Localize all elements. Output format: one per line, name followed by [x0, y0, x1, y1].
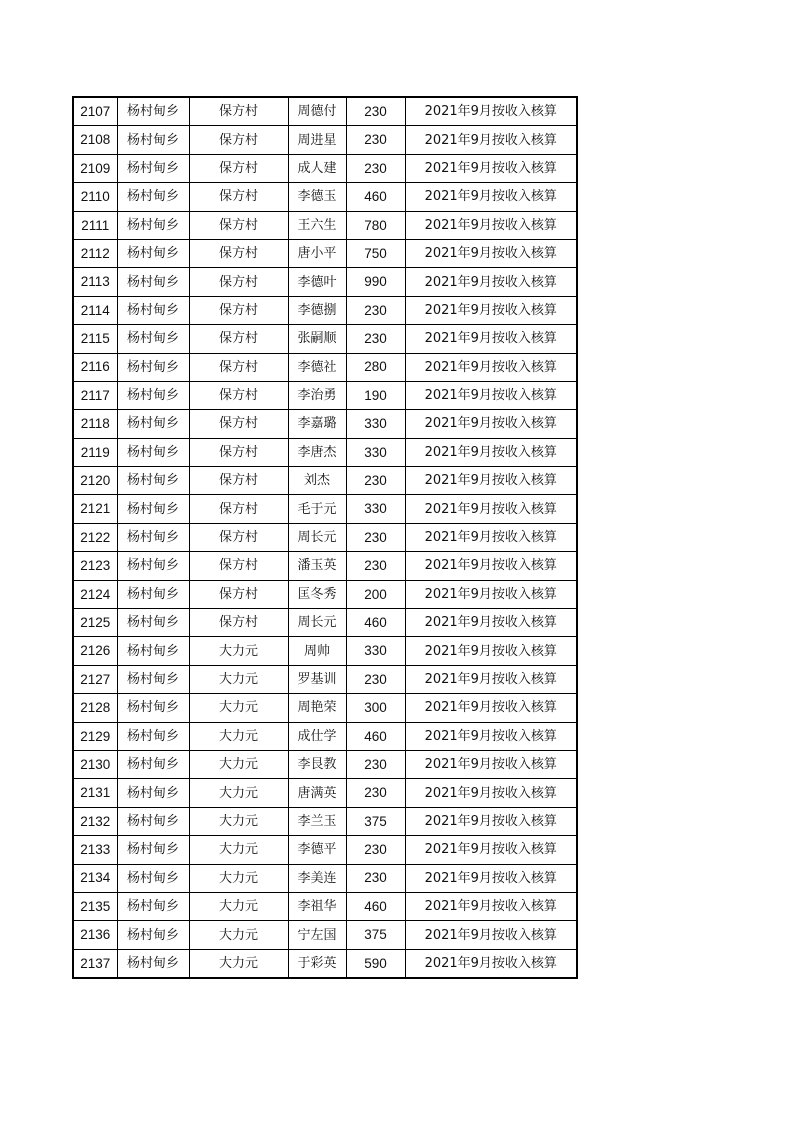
note-cell: 2021年9月按收入核算: [405, 353, 577, 381]
name-cell: 刘杰: [288, 467, 346, 495]
amount-cell: 375: [346, 807, 405, 835]
amount-cell: 230: [346, 154, 405, 182]
note-cell: 2021年9月按收入核算: [405, 665, 577, 693]
name-cell: 李兰玉: [288, 807, 346, 835]
name-cell: 成仕学: [288, 722, 346, 750]
township-cell: 杨村甸乡: [117, 211, 189, 239]
amount-cell: 230: [346, 779, 405, 807]
township-cell: 杨村甸乡: [117, 722, 189, 750]
village-cell: 大力元: [189, 921, 288, 949]
name-cell: 李德捌: [288, 296, 346, 324]
amount-cell: 230: [346, 296, 405, 324]
village-cell: 保方村: [189, 239, 288, 267]
name-cell: 于彩英: [288, 949, 346, 978]
note-cell: 2021年9月按收入核算: [405, 268, 577, 296]
village-cell: 保方村: [189, 325, 288, 353]
row-number-cell: 2113: [73, 268, 117, 296]
village-cell: 大力元: [189, 694, 288, 722]
village-cell: 大力元: [189, 864, 288, 892]
township-cell: 杨村甸乡: [117, 296, 189, 324]
note-cell: 2021年9月按收入核算: [405, 296, 577, 324]
name-cell: 李祖华: [288, 892, 346, 920]
table-row: [73, 665, 577, 693]
village-cell: 保方村: [189, 495, 288, 523]
table-row: [73, 836, 577, 864]
table-row: [73, 211, 577, 239]
name-cell: 李唐杰: [288, 438, 346, 466]
row-number-cell: 2135: [73, 892, 117, 920]
row-number-cell: 2119: [73, 438, 117, 466]
row-number-cell: 2109: [73, 154, 117, 182]
row-number-cell: 2118: [73, 410, 117, 438]
note-cell: 2021年9月按收入核算: [405, 750, 577, 778]
table-row: [73, 864, 577, 892]
amount-cell: 375: [346, 921, 405, 949]
note-cell: 2021年9月按收入核算: [405, 126, 577, 154]
table-row: [73, 722, 577, 750]
township-cell: 杨村甸乡: [117, 325, 189, 353]
note-cell: 2021年9月按收入核算: [405, 183, 577, 211]
row-number-cell: 2134: [73, 864, 117, 892]
table-row: [73, 353, 577, 381]
amount-cell: 200: [346, 580, 405, 608]
township-cell: 杨村甸乡: [117, 921, 189, 949]
village-cell: 保方村: [189, 154, 288, 182]
table-row: [73, 523, 577, 551]
table-body: [73, 97, 577, 978]
data-table: [72, 96, 578, 979]
row-number-cell: 2121: [73, 495, 117, 523]
note-cell: 2021年9月按收入核算: [405, 807, 577, 835]
row-number-cell: 2125: [73, 609, 117, 637]
village-cell: 大力元: [189, 836, 288, 864]
row-number-cell: 2111: [73, 211, 117, 239]
table-row: [73, 580, 577, 608]
village-cell: 保方村: [189, 183, 288, 211]
table-row: [73, 694, 577, 722]
row-number-cell: 2128: [73, 694, 117, 722]
name-cell: 李德社: [288, 353, 346, 381]
amount-cell: 230: [346, 864, 405, 892]
note-cell: 2021年9月按收入核算: [405, 97, 577, 126]
amount-cell: 230: [346, 665, 405, 693]
village-cell: 大力元: [189, 892, 288, 920]
row-number-cell: 2129: [73, 722, 117, 750]
village-cell: 大力元: [189, 750, 288, 778]
name-cell: 李美连: [288, 864, 346, 892]
village-cell: 大力元: [189, 779, 288, 807]
name-cell: 李德平: [288, 836, 346, 864]
name-cell: 罗基训: [288, 665, 346, 693]
township-cell: 杨村甸乡: [117, 580, 189, 608]
township-cell: 杨村甸乡: [117, 836, 189, 864]
township-cell: 杨村甸乡: [117, 410, 189, 438]
village-cell: 保方村: [189, 126, 288, 154]
village-cell: 保方村: [189, 410, 288, 438]
row-number-cell: 2126: [73, 637, 117, 665]
row-number-cell: 2112: [73, 239, 117, 267]
amount-cell: 230: [346, 750, 405, 778]
table-row: [73, 97, 577, 126]
table-row: [73, 779, 577, 807]
table-row: [73, 495, 577, 523]
row-number-cell: 2137: [73, 949, 117, 978]
name-cell: 李艮教: [288, 750, 346, 778]
township-cell: 杨村甸乡: [117, 126, 189, 154]
table-row: [73, 268, 577, 296]
row-number-cell: 2115: [73, 325, 117, 353]
township-cell: 杨村甸乡: [117, 864, 189, 892]
village-cell: 保方村: [189, 353, 288, 381]
note-cell: 2021年9月按收入核算: [405, 864, 577, 892]
table-row: [73, 750, 577, 778]
note-cell: 2021年9月按收入核算: [405, 523, 577, 551]
name-cell: 唐小平: [288, 239, 346, 267]
row-number-cell: 2114: [73, 296, 117, 324]
village-cell: 保方村: [189, 268, 288, 296]
amount-cell: 230: [346, 552, 405, 580]
note-cell: 2021年9月按收入核算: [405, 495, 577, 523]
township-cell: 杨村甸乡: [117, 467, 189, 495]
row-number-cell: 2122: [73, 523, 117, 551]
note-cell: 2021年9月按收入核算: [405, 892, 577, 920]
amount-cell: 990: [346, 268, 405, 296]
table-row: [73, 183, 577, 211]
row-number-cell: 2110: [73, 183, 117, 211]
amount-cell: 230: [346, 97, 405, 126]
note-cell: 2021年9月按收入核算: [405, 552, 577, 580]
amount-cell: 230: [346, 467, 405, 495]
amount-cell: 330: [346, 637, 405, 665]
amount-cell: 230: [346, 126, 405, 154]
village-cell: 保方村: [189, 467, 288, 495]
name-cell: 周艳荣: [288, 694, 346, 722]
row-number-cell: 2127: [73, 665, 117, 693]
row-number-cell: 2123: [73, 552, 117, 580]
name-cell: 周长元: [288, 609, 346, 637]
table-row: [73, 381, 577, 409]
row-number-cell: 2108: [73, 126, 117, 154]
township-cell: 杨村甸乡: [117, 665, 189, 693]
name-cell: 王六生: [288, 211, 346, 239]
village-cell: 保方村: [189, 381, 288, 409]
table-row: [73, 552, 577, 580]
row-number-cell: 2107: [73, 97, 117, 126]
township-cell: 杨村甸乡: [117, 495, 189, 523]
name-cell: 周进星: [288, 126, 346, 154]
row-number-cell: 2116: [73, 353, 117, 381]
name-cell: 周帅: [288, 637, 346, 665]
village-cell: 保方村: [189, 552, 288, 580]
township-cell: 杨村甸乡: [117, 523, 189, 551]
amount-cell: 230: [346, 523, 405, 551]
row-number-cell: 2124: [73, 580, 117, 608]
table-row: [73, 325, 577, 353]
note-cell: 2021年9月按收入核算: [405, 438, 577, 466]
note-cell: 2021年9月按收入核算: [405, 325, 577, 353]
row-number-cell: 2131: [73, 779, 117, 807]
township-cell: 杨村甸乡: [117, 239, 189, 267]
village-cell: 保方村: [189, 97, 288, 126]
village-cell: 保方村: [189, 438, 288, 466]
note-cell: 2021年9月按收入核算: [405, 211, 577, 239]
township-cell: 杨村甸乡: [117, 381, 189, 409]
amount-cell: 460: [346, 183, 405, 211]
name-cell: 李德玉: [288, 183, 346, 211]
note-cell: 2021年9月按收入核算: [405, 637, 577, 665]
township-cell: 杨村甸乡: [117, 552, 189, 580]
township-cell: 杨村甸乡: [117, 353, 189, 381]
note-cell: 2021年9月按收入核算: [405, 239, 577, 267]
table-row: [73, 637, 577, 665]
note-cell: 2021年9月按收入核算: [405, 836, 577, 864]
note-cell: 2021年9月按收入核算: [405, 779, 577, 807]
township-cell: 杨村甸乡: [117, 183, 189, 211]
amount-cell: 750: [346, 239, 405, 267]
amount-cell: 780: [346, 211, 405, 239]
name-cell: 潘玉英: [288, 552, 346, 580]
amount-cell: 460: [346, 609, 405, 637]
note-cell: 2021年9月按收入核算: [405, 467, 577, 495]
table-row: [73, 438, 577, 466]
amount-cell: 460: [346, 722, 405, 750]
village-cell: 保方村: [189, 580, 288, 608]
table-row: [73, 609, 577, 637]
village-cell: 大力元: [189, 637, 288, 665]
amount-cell: 590: [346, 949, 405, 978]
name-cell: 周德付: [288, 97, 346, 126]
table-row: [73, 892, 577, 920]
note-cell: 2021年9月按收入核算: [405, 580, 577, 608]
amount-cell: 190: [346, 381, 405, 409]
row-number-cell: 2117: [73, 381, 117, 409]
name-cell: 唐满英: [288, 779, 346, 807]
table-row: [73, 410, 577, 438]
village-cell: 大力元: [189, 949, 288, 978]
amount-cell: 330: [346, 410, 405, 438]
village-cell: 保方村: [189, 211, 288, 239]
village-cell: 保方村: [189, 523, 288, 551]
note-cell: 2021年9月按收入核算: [405, 921, 577, 949]
name-cell: 李治勇: [288, 381, 346, 409]
name-cell: 成人建: [288, 154, 346, 182]
township-cell: 杨村甸乡: [117, 609, 189, 637]
village-cell: 大力元: [189, 722, 288, 750]
village-cell: 保方村: [189, 609, 288, 637]
note-cell: 2021年9月按收入核算: [405, 154, 577, 182]
row-number-cell: 2120: [73, 467, 117, 495]
amount-cell: 460: [346, 892, 405, 920]
amount-cell: 330: [346, 495, 405, 523]
note-cell: 2021年9月按收入核算: [405, 694, 577, 722]
name-cell: 毛于元: [288, 495, 346, 523]
name-cell: 宁左国: [288, 921, 346, 949]
name-cell: 张嗣顺: [288, 325, 346, 353]
village-cell: 保方村: [189, 296, 288, 324]
village-cell: 大力元: [189, 665, 288, 693]
township-cell: 杨村甸乡: [117, 268, 189, 296]
table-row: [73, 296, 577, 324]
table-row: [73, 126, 577, 154]
table-row: [73, 949, 577, 978]
township-cell: 杨村甸乡: [117, 949, 189, 978]
name-cell: 周长元: [288, 523, 346, 551]
note-cell: 2021年9月按收入核算: [405, 722, 577, 750]
name-cell: 李德叶: [288, 268, 346, 296]
note-cell: 2021年9月按收入核算: [405, 381, 577, 409]
township-cell: 杨村甸乡: [117, 154, 189, 182]
township-cell: 杨村甸乡: [117, 97, 189, 126]
table-row: [73, 154, 577, 182]
table-row: [73, 239, 577, 267]
township-cell: 杨村甸乡: [117, 779, 189, 807]
amount-cell: 230: [346, 325, 405, 353]
amount-cell: 280: [346, 353, 405, 381]
township-cell: 杨村甸乡: [117, 438, 189, 466]
amount-cell: 230: [346, 836, 405, 864]
township-cell: 杨村甸乡: [117, 807, 189, 835]
note-cell: 2021年9月按收入核算: [405, 410, 577, 438]
amount-cell: 300: [346, 694, 405, 722]
name-cell: 李嘉璐: [288, 410, 346, 438]
village-cell: 大力元: [189, 807, 288, 835]
note-cell: 2021年9月按收入核算: [405, 949, 577, 978]
name-cell: 匡冬秀: [288, 580, 346, 608]
table-row: [73, 807, 577, 835]
township-cell: 杨村甸乡: [117, 694, 189, 722]
row-number-cell: 2132: [73, 807, 117, 835]
note-cell: 2021年9月按收入核算: [405, 609, 577, 637]
amount-cell: 330: [346, 438, 405, 466]
township-cell: 杨村甸乡: [117, 637, 189, 665]
table-row: [73, 467, 577, 495]
row-number-cell: 2133: [73, 836, 117, 864]
township-cell: 杨村甸乡: [117, 892, 189, 920]
township-cell: 杨村甸乡: [117, 750, 189, 778]
table-row: [73, 921, 577, 949]
row-number-cell: 2130: [73, 750, 117, 778]
row-number-cell: 2136: [73, 921, 117, 949]
